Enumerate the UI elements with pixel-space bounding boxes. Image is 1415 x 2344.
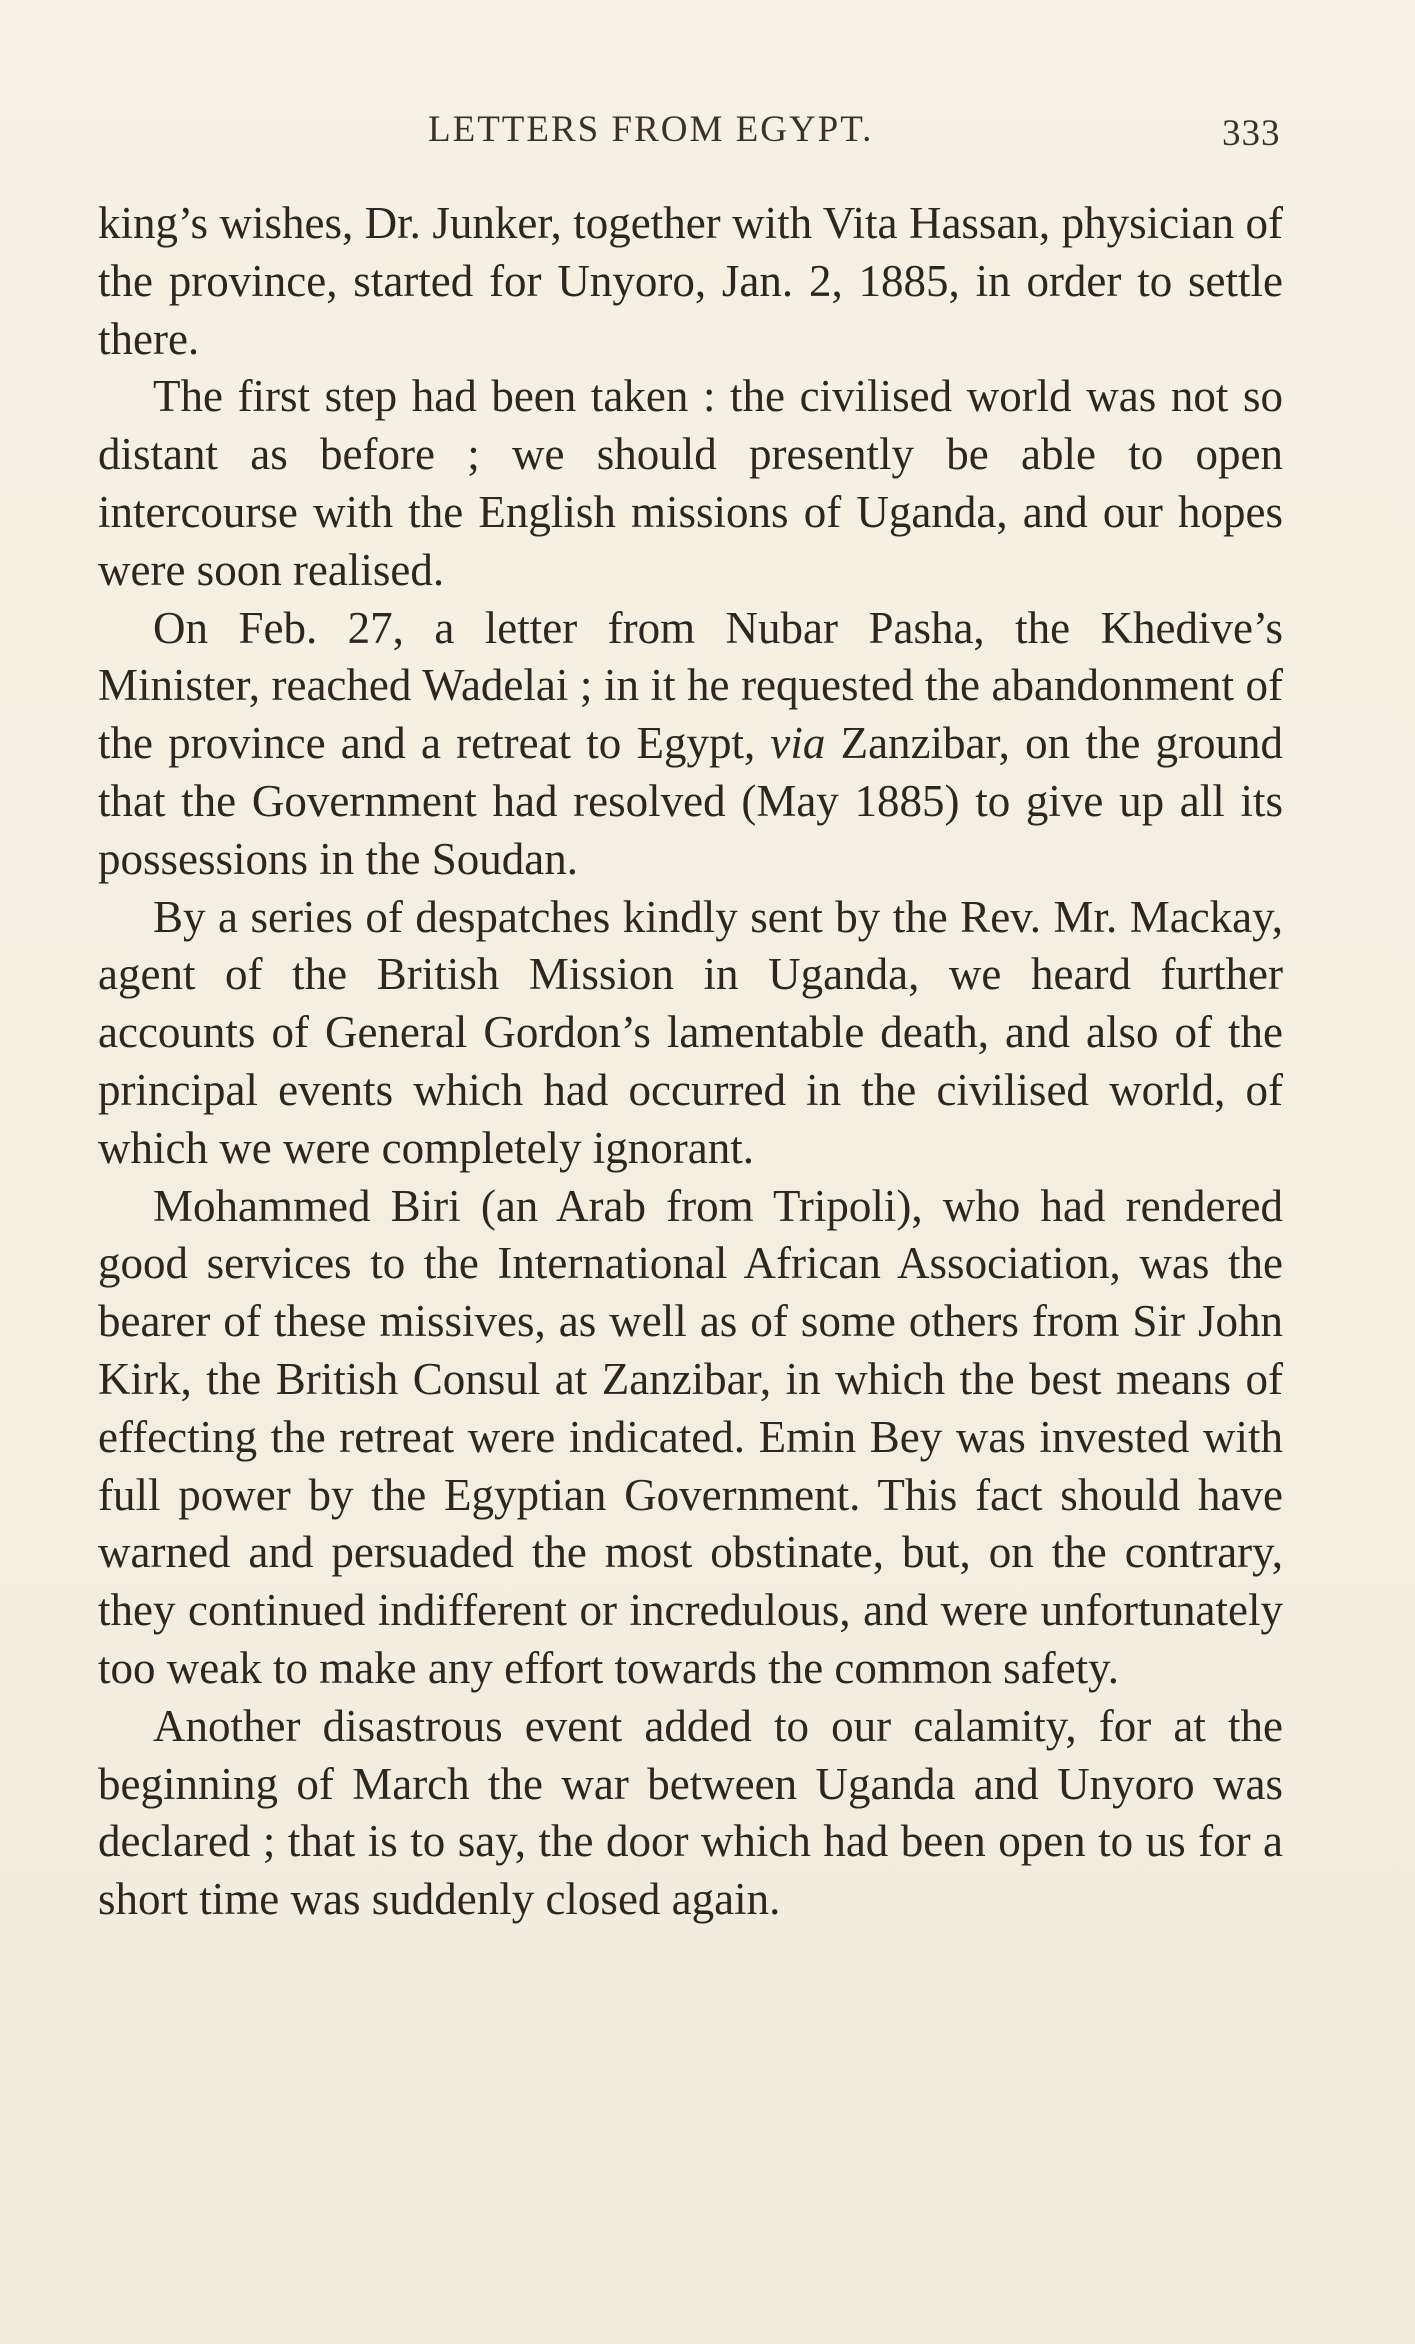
running-title: LETTERS FROM EGYPT. [428, 109, 874, 150]
paragraph-3-italic-via: via [770, 718, 826, 769]
paragraph-2 [98, 368, 1283, 599]
paragraph-3-text-before: On Feb. 27, a letter from Nubar Pasha, the Khedive’s Minister, reached Wadelai ; in it he requested the abandonment of the province and a retreat to Egypt, [98, 602, 1283, 769]
page-number: 333 [1222, 113, 1281, 154]
running-head [0, 108, 1415, 156]
paragraph-6-text: Another disastrous event added to our calamity, for at the beginning of March the war between Uganda and Unyoro was declared ; that is to say, the door which had been open to us for a short time was suddenly closed again. [98, 1700, 1283, 1925]
paragraph-4-text: By a series of despatches kindly sent by the Rev. Mr. Mackay, agent of the British Mission in Uganda, we heard further accounts of General Gordon’s lamentable death, and also of the principal events which had occurred in the civilised world, of which we were completely ignorant. [98, 891, 1283, 1173]
paragraph-4 [98, 889, 1283, 1178]
paragraph-6 [98, 1698, 1283, 1929]
paragraph-5-text: Mohammed Biri (an Arab from Tripoli), who had rendered good services to the International African Association, was the bearer of these missives, as well as of some others from Sir John Kirk, the British Consul at Zanzibar, in which the best means of effecting the retreat were indicated. Emin Bey was invested with full power by the Egyptian Government. This fact should have warned and persuaded the most obstinate, but, on the contrary, they continued indifferent or incredulous, and were unfortunately too weak to make any effort towards the common safety. [98, 1180, 1283, 1693]
paragraph-2-text: The first step had been taken : the civilised world was not so distant as before ; we should presently be able to open intercourse with the English missions of Uganda, and our hopes were soon realised. [98, 371, 1283, 595]
paragraph-1-text: king’s wishes, Dr. Junker, together with Vita Hassan, physician of the province, started for Unyoro, Jan. 2, 1885, in order to settle there. [98, 198, 1283, 364]
body-text [98, 195, 1283, 1929]
paragraph-3-text-after: Zanzibar, on the ground that the Government had resolved (May 1885) to give up all its possessions in the Soudan. [98, 718, 1283, 884]
paragraph-3 [98, 600, 1283, 889]
paragraph-5 [98, 1178, 1283, 1698]
paragraph-1 [98, 195, 1283, 368]
